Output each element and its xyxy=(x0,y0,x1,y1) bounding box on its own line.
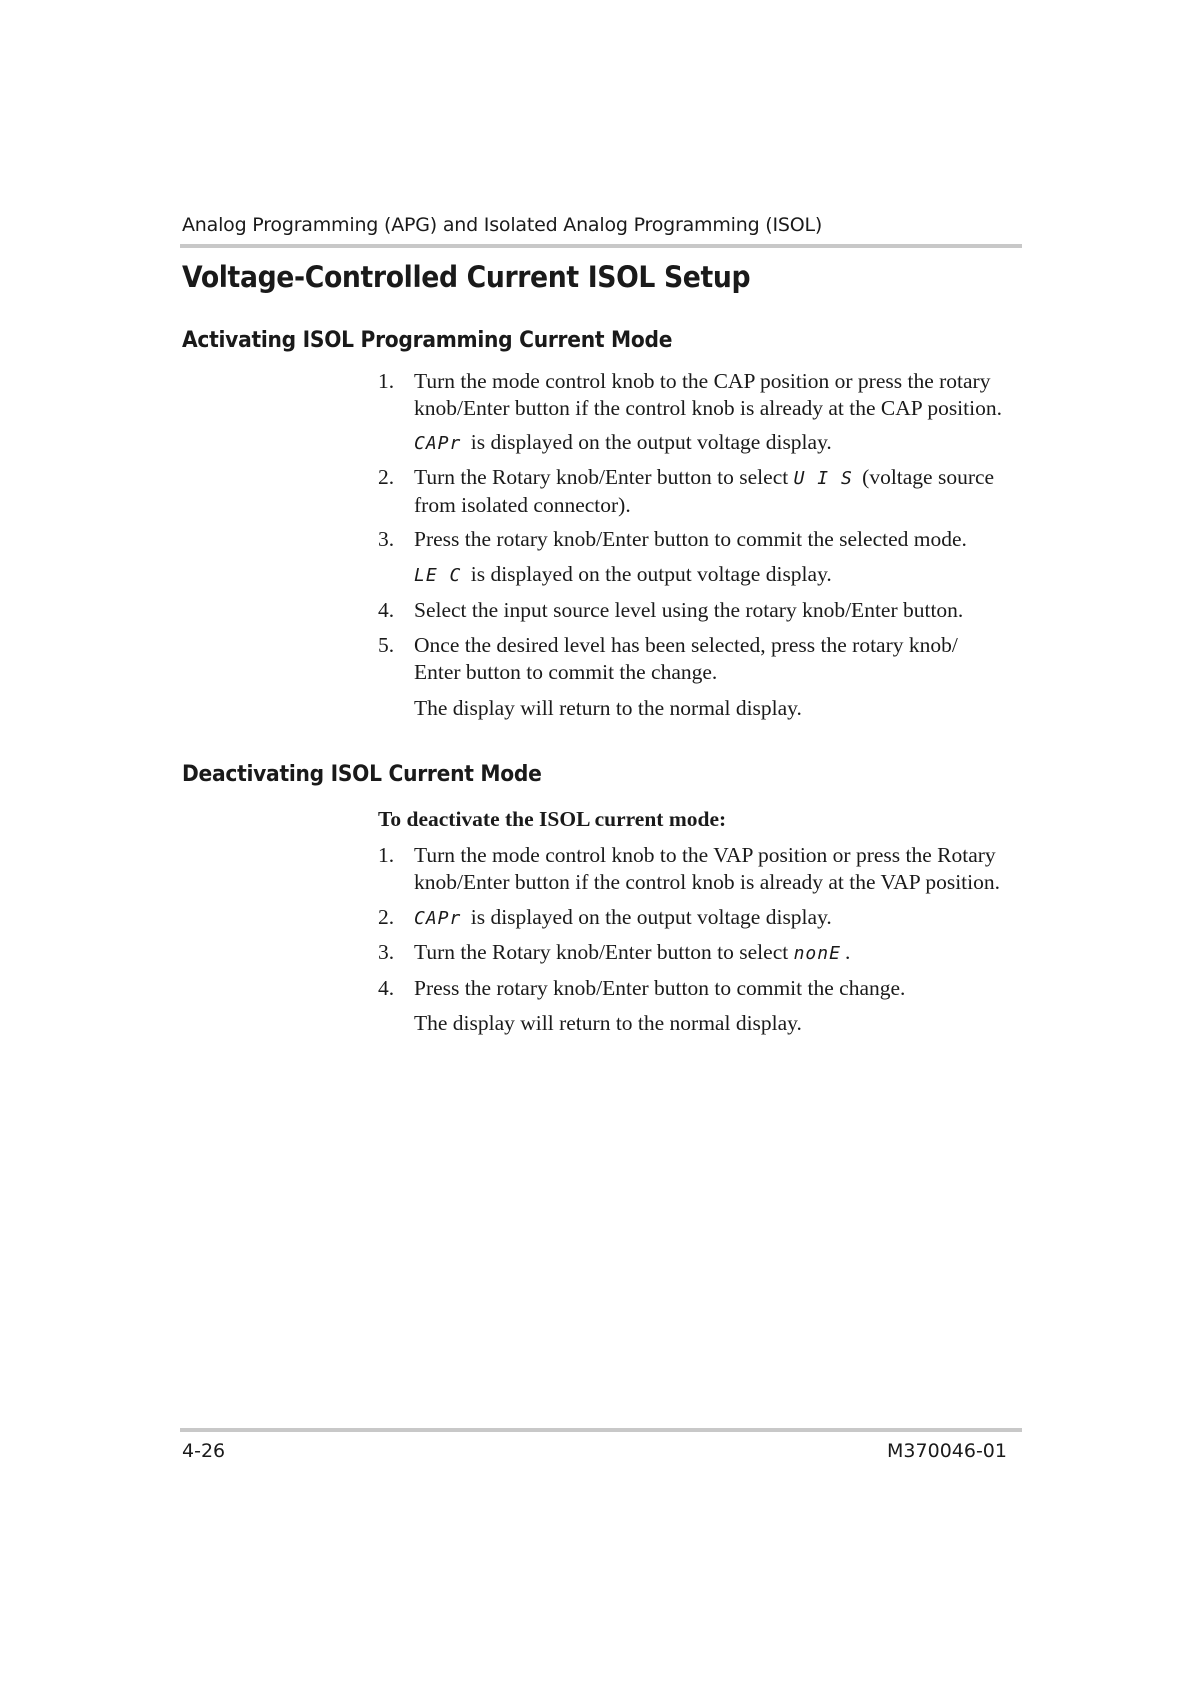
step-number: 4. xyxy=(378,976,395,1000)
step-number: 4. xyxy=(378,598,395,622)
display-code: nonE xyxy=(793,943,841,964)
header-rule xyxy=(180,244,1022,248)
step-text: (voltage source xyxy=(862,465,995,489)
step-text-line: knob/Enter button if the control knob is already at the VAP position. xyxy=(414,870,1001,894)
display-code: CAPr xyxy=(414,908,462,929)
activating-note-1 xyxy=(414,429,1034,457)
note-text: is displayed on the output voltage display. xyxy=(470,430,832,454)
step-text-line: Press the rotary knob/Enter button to commit the selected mode. xyxy=(414,527,967,551)
step-number: 1. xyxy=(378,369,395,393)
step-text-line: Once the desired level has been selected, press the rotary knob/ xyxy=(414,633,958,657)
step-number: 2. xyxy=(378,465,395,489)
deactivating-heading: Deactivating ISOL Current Mode xyxy=(182,762,542,787)
footer-rule xyxy=(180,1428,1022,1432)
display-code: U I S xyxy=(793,468,853,489)
step-text-line: from isolated connector). xyxy=(414,493,631,517)
step-text-line: Select the input source level using the rotary knob/Enter button. xyxy=(414,598,964,622)
display-code: CAPr xyxy=(414,433,462,454)
section-title: Voltage-Controlled Current ISOL Setup xyxy=(182,260,751,294)
running-header: Analog Programming (APG) and Isolated Analog Programming (ISOL) xyxy=(182,214,823,236)
step-number: 1. xyxy=(378,843,395,867)
activating-note-3 xyxy=(414,561,1034,589)
step-number: 5. xyxy=(378,633,395,657)
page-number: 4-26 xyxy=(182,1440,226,1462)
step-text-line: Enter button to commit the change. xyxy=(414,660,718,684)
step-text-line: Press the rotary knob/Enter button to commit the change. xyxy=(414,976,906,1000)
step-text: Turn the Rotary knob/Enter button to select xyxy=(414,465,789,489)
deactivating-lead: To deactivate the ISOL current mode: xyxy=(378,807,727,831)
display-code: LE C xyxy=(414,565,462,586)
activating-note-5: The display will return to the normal display. xyxy=(414,696,802,720)
step-text-line: knob/Enter button if the control knob is already at the CAP position. xyxy=(414,396,1002,420)
step-text: . xyxy=(844,940,851,964)
step-text-line: Turn the mode control knob to the VAP position or press the Rotary xyxy=(414,843,996,867)
step-text: Turn the Rotary knob/Enter button to select xyxy=(414,940,789,964)
step-number: 3. xyxy=(378,527,395,551)
note-text: is displayed on the output voltage display. xyxy=(470,562,832,586)
document-number: M370046-01 xyxy=(887,1440,1007,1462)
step-text: is displayed on the output voltage display. xyxy=(470,905,832,929)
deactivating-note-4: The display will return to the normal display. xyxy=(414,1011,802,1035)
step-text-line: Turn the mode control knob to the CAP position or press the rotary xyxy=(414,369,991,393)
activating-heading: Activating ISOL Programming Current Mode xyxy=(182,328,673,353)
step-number: 2. xyxy=(378,905,395,929)
step-number: 3. xyxy=(378,940,395,964)
